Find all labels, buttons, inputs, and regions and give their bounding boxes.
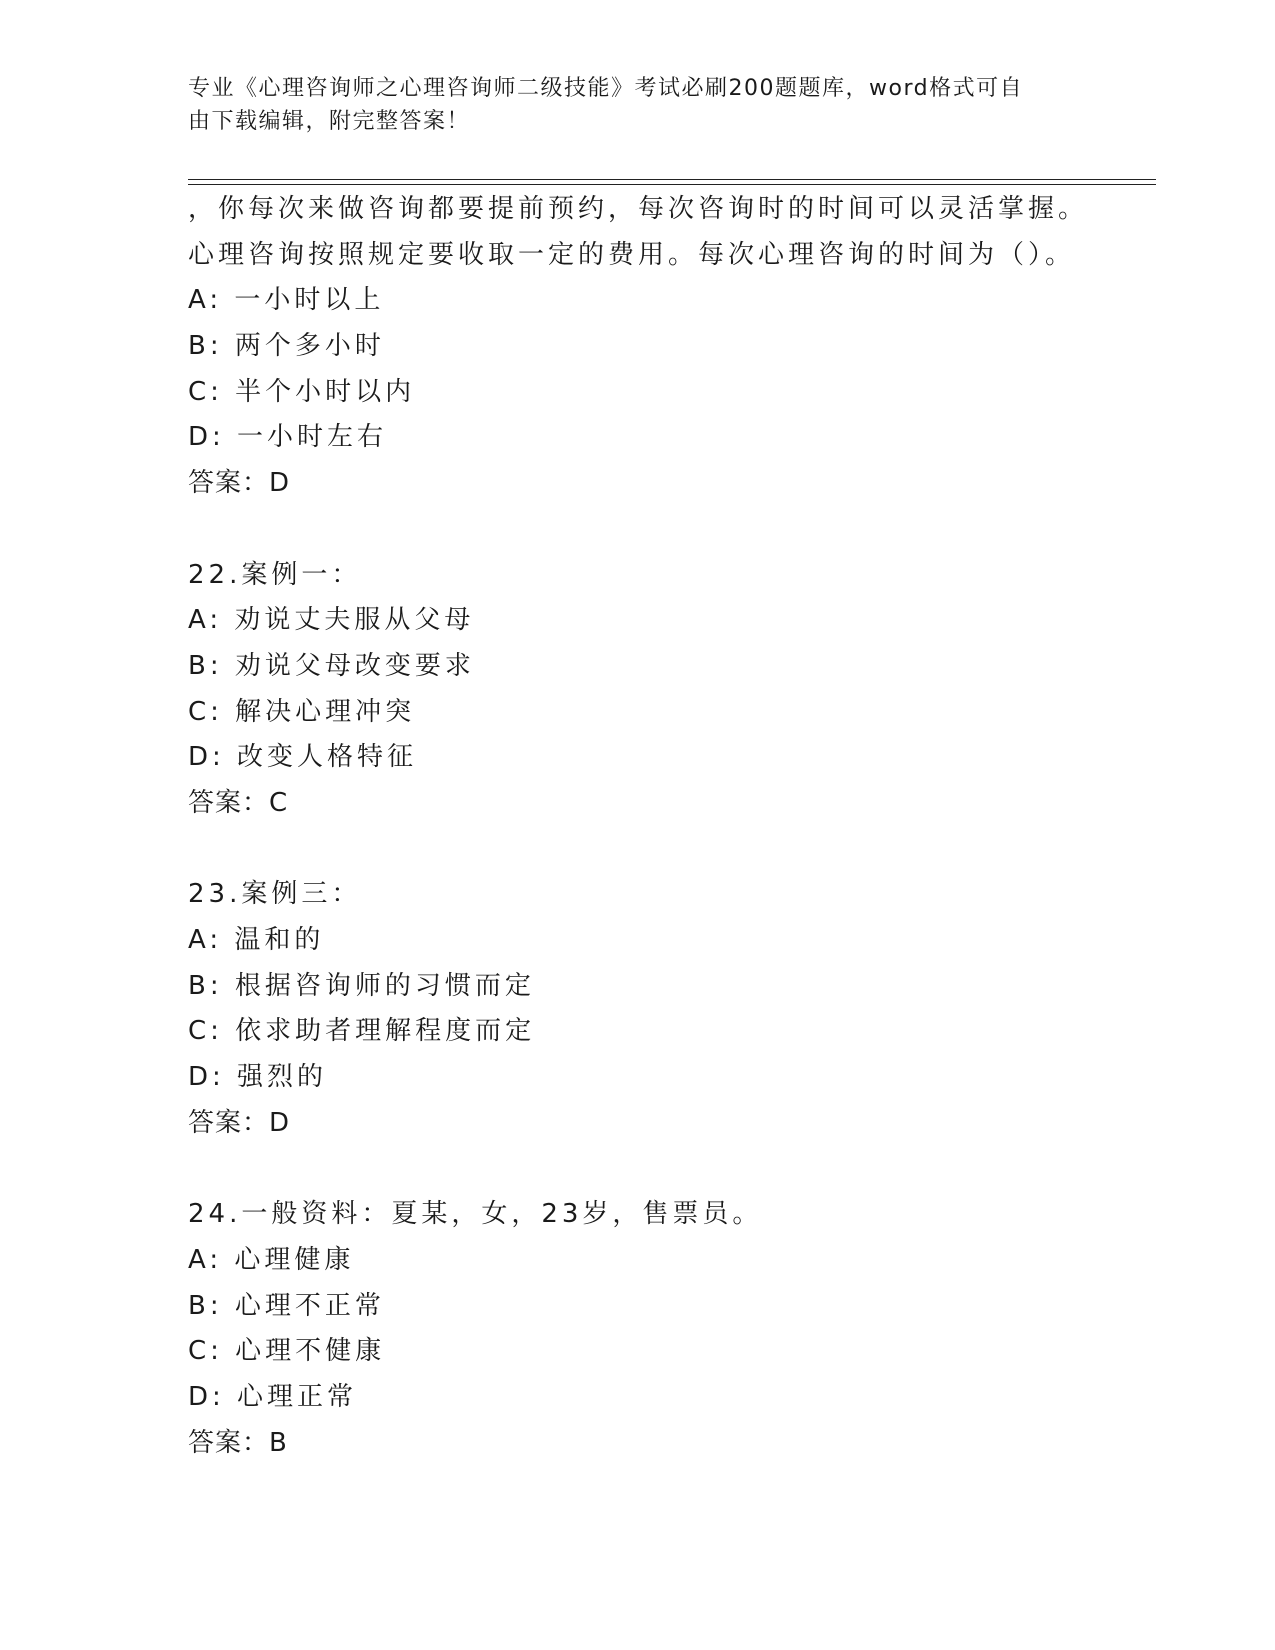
header-divider-top [188,179,1156,180]
option-d: D: 心理正常 [188,1381,358,1412]
question-block-intro [188,187,1156,507]
document-header [188,72,1068,138]
question-block-23 [188,872,1156,1146]
question-title: 24.一般资料：夏某，女，23岁，售票员。 [188,1199,763,1230]
option-a: A: 心理健康 [188,1244,355,1275]
option-c: C: 解决心理冲突 [188,696,416,727]
question-block-22 [188,553,1156,827]
option-d: D: 强烈的 [188,1062,328,1093]
option-a: A: 劝说丈夫服从父母 [188,605,475,636]
question-text-line: ，你每次来做咨询都要提前预约，每次咨询时的时间可以灵活掌握。 [188,194,1089,224]
option-a: A: 温和的 [188,925,325,955]
spacer [188,1146,1156,1192]
question-block-24 [188,1192,1156,1466]
answer-line: 答案：D [188,1107,291,1138]
answer-line: 答案：D [188,468,291,499]
document-body [188,187,1156,1466]
question-title: 23.案例三： [188,879,362,910]
question-text-line: 心理咨询按照规定要收取一定的费用。每次心理咨询的时间为（）。 [188,239,1076,270]
option-b: B: 劝说父母改变要求 [188,650,475,681]
answer-line: 答案：B [188,1427,288,1458]
question-title: 22.案例一： [188,559,362,590]
spacer [188,827,1156,873]
answer-line: 答案：C [188,787,289,818]
option-d: D: 一小时左右 [188,422,388,453]
option-c: C: 半个小时以内 [188,376,416,407]
option-b: B: 心理不正常 [188,1290,385,1321]
option-b: B: 两个多小时 [188,331,385,362]
option-a: A: 一小时以上 [188,285,385,316]
option-d: D: 改变人格特征 [188,742,418,773]
header-divider-bottom [188,184,1156,185]
header-line-2: 由下载编辑，附完整答案！ [188,109,471,134]
option-c: C: 依求助者理解程度而定 [188,1016,536,1047]
option-b: B: 根据咨询师的习惯而定 [188,970,535,1001]
header-line-1: 专业《心理咨询师之心理咨询师二级技能》考试必刷200题题库，word格式可自 [188,76,1024,101]
spacer [188,507,1156,553]
option-c: C: 心理不健康 [188,1336,386,1367]
